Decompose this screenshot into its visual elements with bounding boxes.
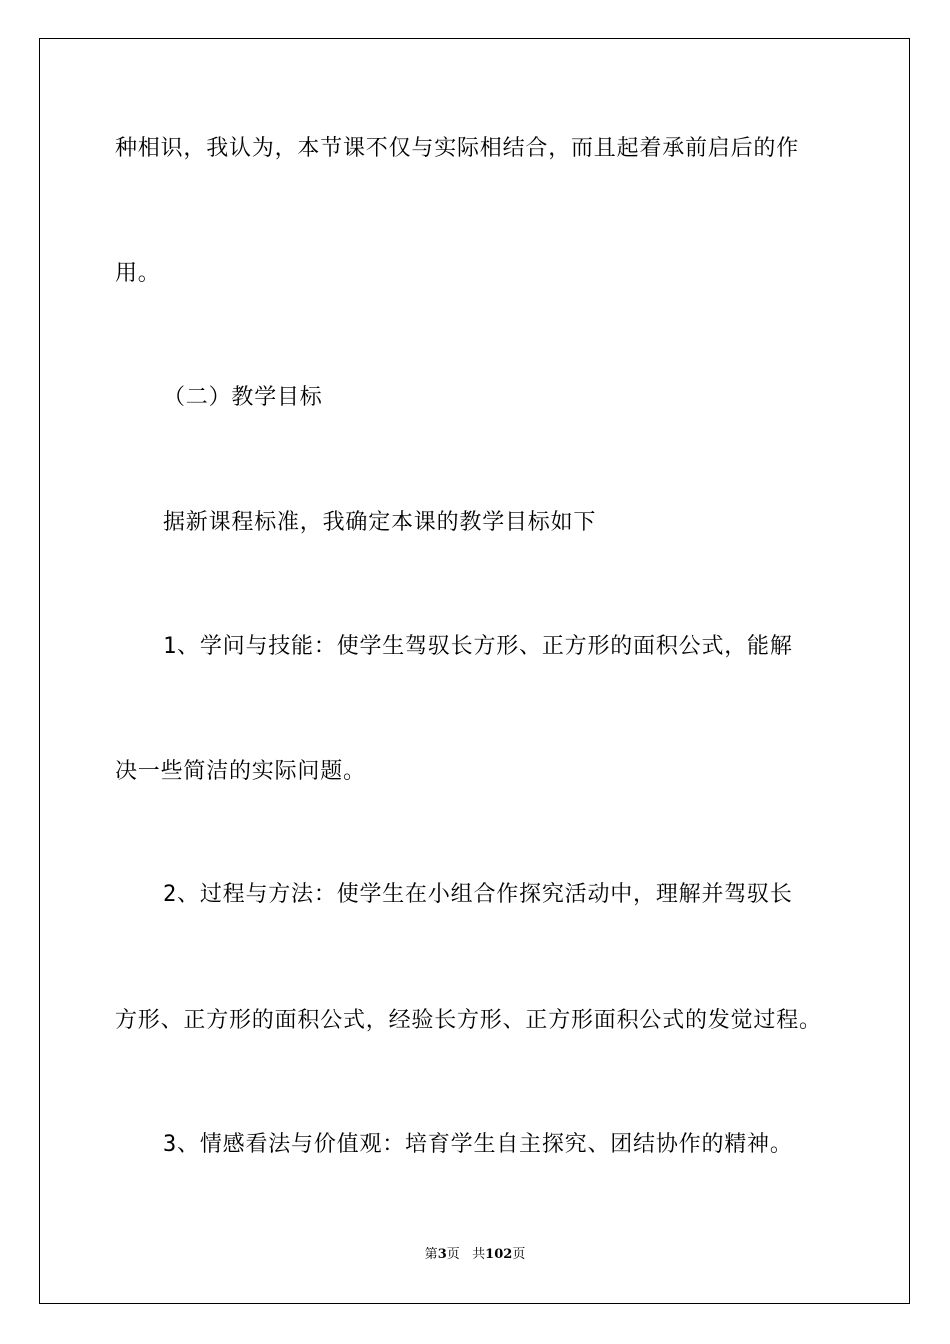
total-suffix: 页	[512, 1247, 526, 1262]
page-footer	[0, 1246, 950, 1264]
total-prefix: 共	[472, 1247, 486, 1262]
page-border	[39, 38, 910, 1304]
page-prefix: 第	[424, 1247, 438, 1262]
section-heading: （二）教学目标	[163, 385, 323, 410]
paragraph-line-2: 用。	[115, 261, 161, 286]
objective-3-line-1: 3、情感看法与价值观：培育学生自主探究、团结协作的精神。	[163, 1132, 793, 1157]
objective-1-line-2: 决一些简洁的实际问题。	[115, 759, 366, 784]
page-total: 102	[485, 1247, 513, 1262]
paragraph-line-4: 据新课程标准，我确定本课的教学目标如下	[163, 510, 597, 535]
paragraph-line-1: 种相识，我认为，本节课不仅与实际相结合，而且起着承前启后的作	[115, 136, 800, 161]
objective-1-line-1: 1、学问与技能：使学生驾驭长方形、正方形的面积公式，能解	[163, 634, 793, 659]
page-current: 3	[437, 1247, 447, 1262]
page-suffix: 页	[446, 1247, 460, 1262]
objective-2-line-2: 方形、正方形的面积公式，经验长方形、正方形面积公式的发觉过程。	[115, 1008, 822, 1033]
objective-2-line-1: 2、过程与方法：使学生在小组合作探究活动中，理解并驾驭长	[163, 882, 793, 907]
